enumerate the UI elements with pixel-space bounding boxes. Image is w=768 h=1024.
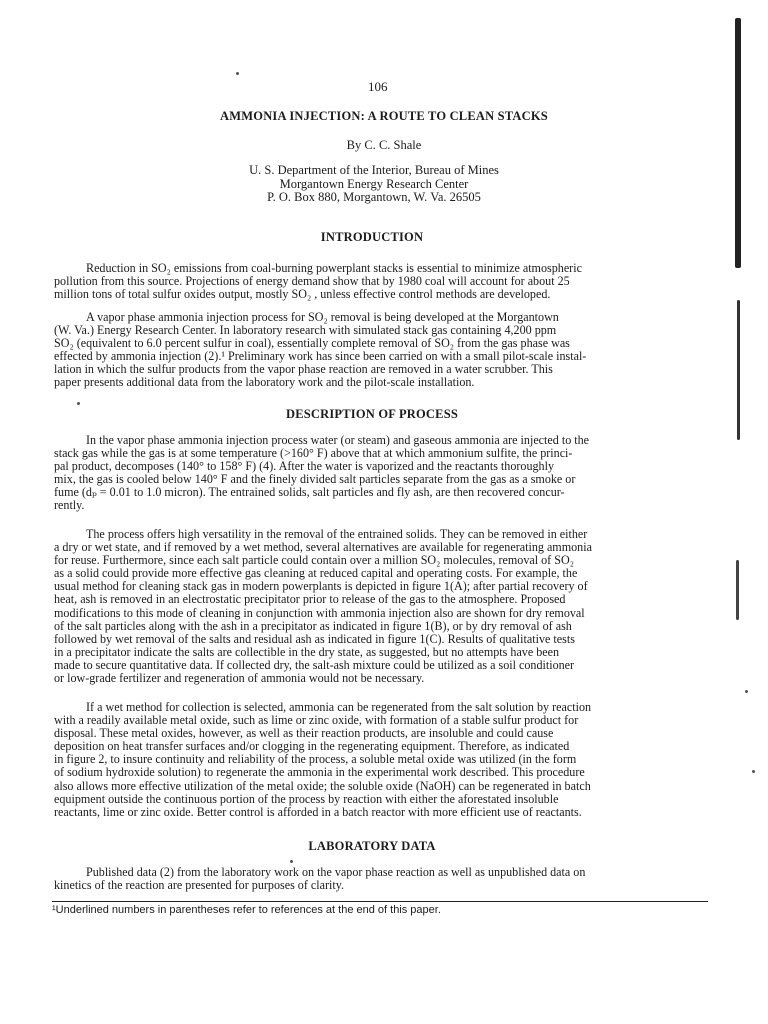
text-line: equipment outside the continuous portion of the process by reaction with either the aforestated insoluble <box>54 791 559 806</box>
scan-edge-shadow <box>736 560 739 620</box>
text-line: million tons of total sulfur oxides output, mostly SO₂ , unless effective control methods are developed. <box>54 287 551 302</box>
text-line: also allows more effective utilization of the metal oxide; the soluble oxide (NaOH) can be regenerated in batch <box>54 778 591 793</box>
scan-speck <box>752 770 755 773</box>
text-line: a dry or wet state, and if removed by a wet method, several alternatives are available for regenerating ammonia <box>54 540 592 555</box>
text-line: of sodium hydroxide solution) to regenerate the ammonia in the experimental work described. This procedure <box>54 765 585 780</box>
text-line: as a solid could provide more effective gas cleaning at reduced capital and operating costs. For example, the <box>54 566 578 581</box>
footnote: ¹Underlined numbers in parentheses refer to references at the end of this paper. <box>52 904 441 916</box>
paragraph <box>54 434 708 513</box>
paragraph <box>54 528 708 685</box>
text-line: pal product, decomposes (140° to 158° F) (4). After the water is vaporized and the reactants thoroughly <box>54 459 555 474</box>
text-line: lation in which the sulfur products from the vapor phase reaction are removed in a water scrubber. This <box>54 362 553 377</box>
text-line: mix, the gas is cooled below 140° F and the finely divided salt particles separate from the gas as a smoke or <box>54 472 576 487</box>
text-line: in a precipitator indicate the salts are collectible in the dry state, as suggested, but no attempts have been <box>54 644 560 659</box>
text-line: rently. <box>54 498 85 513</box>
affiliation-line: U. S. Department of the Interior, Bureau of Mines <box>249 163 499 177</box>
text-line: followed by wet removal of the salts and residual ash as indicated in figure 1(C). Results of qualitative tests <box>54 631 575 646</box>
section-heading-laboratory: LABORATORY DATA <box>308 839 436 853</box>
paragraph <box>54 866 708 892</box>
text-line: effected by ammonia injection (2).¹ Preliminary work has since been carried on with a small pilot-scale instal- <box>54 349 587 364</box>
text-line: with a readily available metal oxide, such as lime or zinc oxide, with formation of a stable sulfur product for <box>54 713 579 728</box>
section-heading-description: DESCRIPTION OF PROCESS <box>285 407 459 421</box>
author-byline: By C. C. Shale <box>346 138 422 152</box>
text-line: kinetics of the reaction are presented for purposes of clarity. <box>54 878 345 893</box>
text-line: in figure 2, to insure continuity and reliability of the process, a soluble metal oxide was utilized (in the form <box>54 752 577 767</box>
affiliation-line: P. O. Box 880, Morgantown, W. Va. 26505 <box>267 190 481 204</box>
scan-speck <box>290 860 293 863</box>
text-line: pollution from this source. Projections of energy demand show that by 1980 coal will account for about 25 <box>54 274 570 289</box>
affiliation-line: Morgantown Energy Research Center <box>279 176 469 191</box>
paragraph <box>54 262 708 301</box>
section-heading-introduction: INTRODUCTION <box>320 230 424 244</box>
text-line: In the vapor phase ammonia injection process water (or steam) and gaseous ammonia are injected to the <box>86 433 590 447</box>
text-line: Published data (2) from the laboratory work on the vapor phase reaction as well as unpublished data on <box>86 865 586 879</box>
scan-speck <box>745 690 748 693</box>
paragraph <box>54 311 708 390</box>
text-line: or low-grade fertilizer and regeneration of ammonia would not be necessary. <box>54 671 425 686</box>
text-line: The process offers high versatility in the removal of the entrained solids. They can be removed in either <box>86 527 588 541</box>
text-line: Reduction in SO₂ emissions from coal-burning powerplant stacks is essential to minimize atmospheric <box>86 261 582 275</box>
text-line: SO₂ (equivalent to 6.0 percent sulfur in coal), essentially complete removal of SO₂ from the gas phase was <box>54 336 570 351</box>
paper-title: AMMONIA INJECTION: A ROUTE TO CLEAN STACKS <box>220 109 548 123</box>
text-line: fume (dₚ = 0.01 to 1.0 micron). The entrained solids, salt particles and fly ash, are then recovered concur- <box>54 485 565 500</box>
text-line: disposal. These metal oxides, however, as well as their reaction products, are insoluble and could cause <box>54 726 554 741</box>
text-line: made to secure quantitative data. If collected dry, the salt-ash mixture could be utilized as a soil conditioner <box>54 657 575 672</box>
text-line: deposition on heat transfer surfaces and/or clogging in the regenerating equipment. Therefore, as indicated <box>54 739 570 754</box>
text-line: modifications to this mode of cleaning in conjunction with ammonia injection also are shown for dry removal <box>54 605 585 620</box>
text-line: heat, ash is removed in an electrostatic precipitator prior to release of the gas to the atmosphere. Proposed <box>54 592 566 607</box>
text-line: stack gas while the gas is at some temperature (>160° F) above that at which ammonium sulfite, the princi- <box>54 446 573 461</box>
scan-speck <box>77 402 80 405</box>
text-line: of the salt particles along with the ash in a precipitator as indicated in figure 1(B), or by dry removal of ash <box>54 618 572 633</box>
author-affiliation <box>0 164 748 205</box>
text-line: (W. Va.) Energy Research Center. In laboratory research with simulated stack gas containing 4,200 ppm <box>54 323 557 338</box>
paragraph <box>54 701 708 819</box>
page-number: 106 <box>368 79 388 94</box>
text-line: paper presents additional data from the laboratory work and the pilot-scale installation. <box>54 375 475 390</box>
text-line: for reuse. Furthermore, since each salt particle could contain over a million SO₂ molecules, removal of SO₂ <box>54 553 574 568</box>
text-line: A vapor phase ammonia injection process for SO₂ removal is being developed at the Morgantown <box>86 310 559 324</box>
text-line: reactants, lime or zinc oxide. Better control is afforded in a batch reactor with more efficient use of reactants. <box>54 804 582 819</box>
text-line: If a wet method for collection is selected, ammonia can be regenerated from the salt solution by reaction <box>86 700 592 714</box>
footnote-rule <box>52 901 708 902</box>
scan-speck <box>236 72 239 75</box>
text-line: usual method for cleaning stack gas in modern powerplants is depicted in figure 1(A); after partial recovery of <box>54 579 588 594</box>
